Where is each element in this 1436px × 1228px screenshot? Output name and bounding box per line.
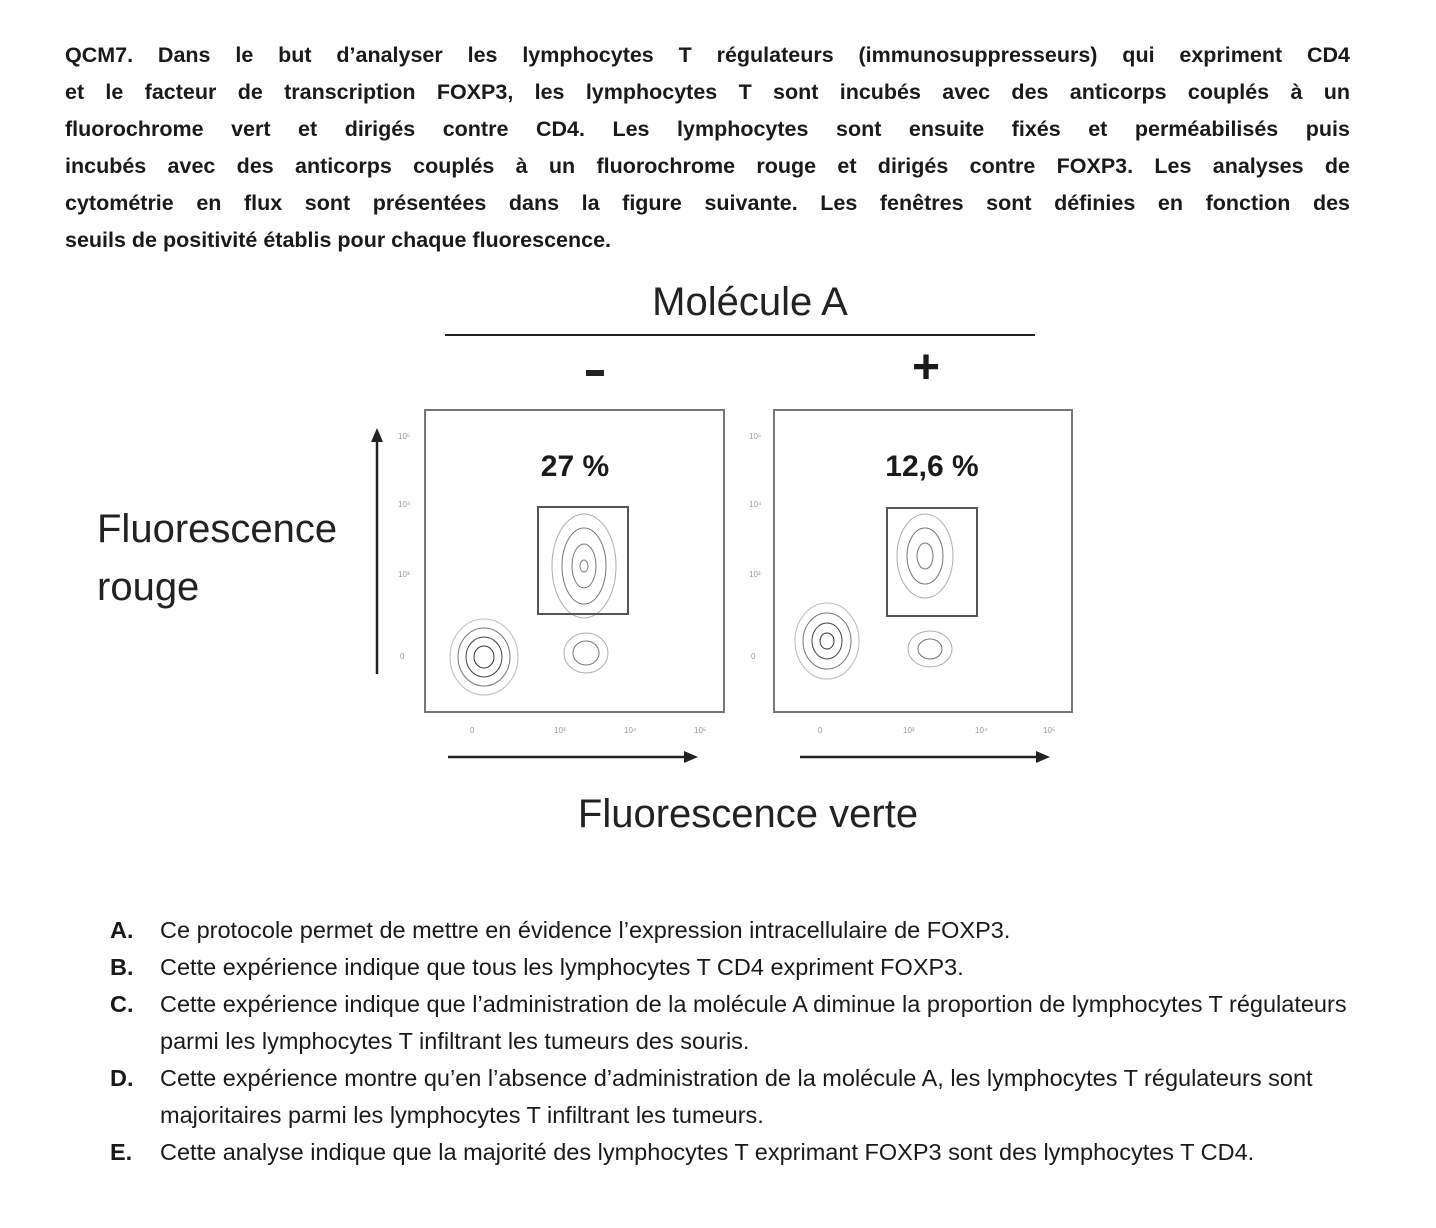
y-tick-label: 10⁵ [398,432,411,441]
y-axis-arrow [368,428,388,676]
x-tick-label: 10⁴ [975,726,988,735]
y-tick-label: 10³ [398,570,410,579]
plus-sign: + [912,341,941,394]
y-tick-label: 0 [751,652,756,661]
x-axis-arrow [448,749,700,765]
x-tick-label: 10⁵ [1043,726,1056,735]
option-text: Cette expérience indique que tous les lymphocytes T CD4 expriment FOXP3. [160,954,964,980]
y-tick-label: 10⁵ [749,432,762,441]
x-tick-label: 10⁴ [624,726,637,735]
y-tick-label: 10⁴ [398,500,411,509]
y-tick-label: 10³ [749,570,761,579]
title-underline [445,334,1035,336]
question-line: incubés avec des anticorps couplés à un fluorochrome rouge et dirigés contre FOXP3. Les analyses de [65,154,1350,178]
option-e[interactable] [110,1134,1350,1171]
figure-title: Molécule A [652,280,848,324]
x-axis-arrow [800,749,1052,765]
question-line: fluorochrome vert et dirigés contre CD4. Les lymphocytes sont ensuite fixés et perméabilisés puis [65,117,1350,141]
gate-box [886,507,978,617]
question-text [65,40,1350,262]
x-tick-label: 10⁵ [694,726,707,735]
question-line: cytométrie en flux sont présentées dans la figure suivante. Les fenêtres sont définies en fonction des [65,191,1350,215]
option-text: Cette analyse indique que la majorité des lymphocytes T exprimant FOXP3 sont des lymphocytes T CD4. [160,1139,1255,1165]
y-tick-label: 0 [400,652,405,661]
y-axis-label-line: rouge [97,565,200,609]
x-tick-label: 10³ [554,726,566,735]
y-tick-label: 10⁴ [749,500,762,509]
option-letter: C. [110,991,134,1017]
option-text: Cette expérience indique que l’administration de la molécule A diminue la proportion de lymphocytes T régulateurs parmi les lymphocytes T infiltrant les tumeurs des souris. [160,991,1347,1054]
option-text: Cette expérience montre qu’en l’absence d’administration de la molécule A, les lymphocytes T régulateurs sont majoritaires parmi les lymphocytes T infiltrant les tumeurs. [160,1065,1313,1128]
y-axis-label-line: Fluorescence [97,507,338,551]
gate-box [537,506,629,615]
option-text: Ce protocole permet de mettre en évidence l’expression intracellulaire de FOXP3. [160,917,1011,943]
option-letter: A. [110,917,134,943]
option-letter: D. [110,1065,134,1091]
question-line: QCM7. Dans le but d’analyser les lymphocytes T régulateurs (immunosuppresseurs) qui expriment CD4 [65,43,1350,67]
option-letter: B. [110,954,134,980]
option-letter: E. [110,1139,133,1165]
option-d[interactable] [110,1060,1350,1134]
gate-percent: 12,6 % [885,450,979,483]
answer-options [110,912,1350,1171]
option-b[interactable] [110,949,1350,986]
y-axis-label [97,500,337,616]
question-line: seuils de positivité établis pour chaque fluorescence. [65,228,612,252]
x-tick-label: 0 [470,726,475,735]
gate-percent: 27 % [540,450,610,483]
option-c[interactable] [110,986,1350,1060]
question-line: et le facteur de transcription FOXP3, les lymphocytes T sont incubés avec des anticorps couplés à un [65,80,1350,104]
option-a[interactable] [110,912,1350,949]
x-tick-label: 0 [818,726,823,735]
minus-sign [586,370,604,376]
x-axis-label: Fluorescence verte [577,792,919,836]
x-tick-label: 10³ [903,726,915,735]
